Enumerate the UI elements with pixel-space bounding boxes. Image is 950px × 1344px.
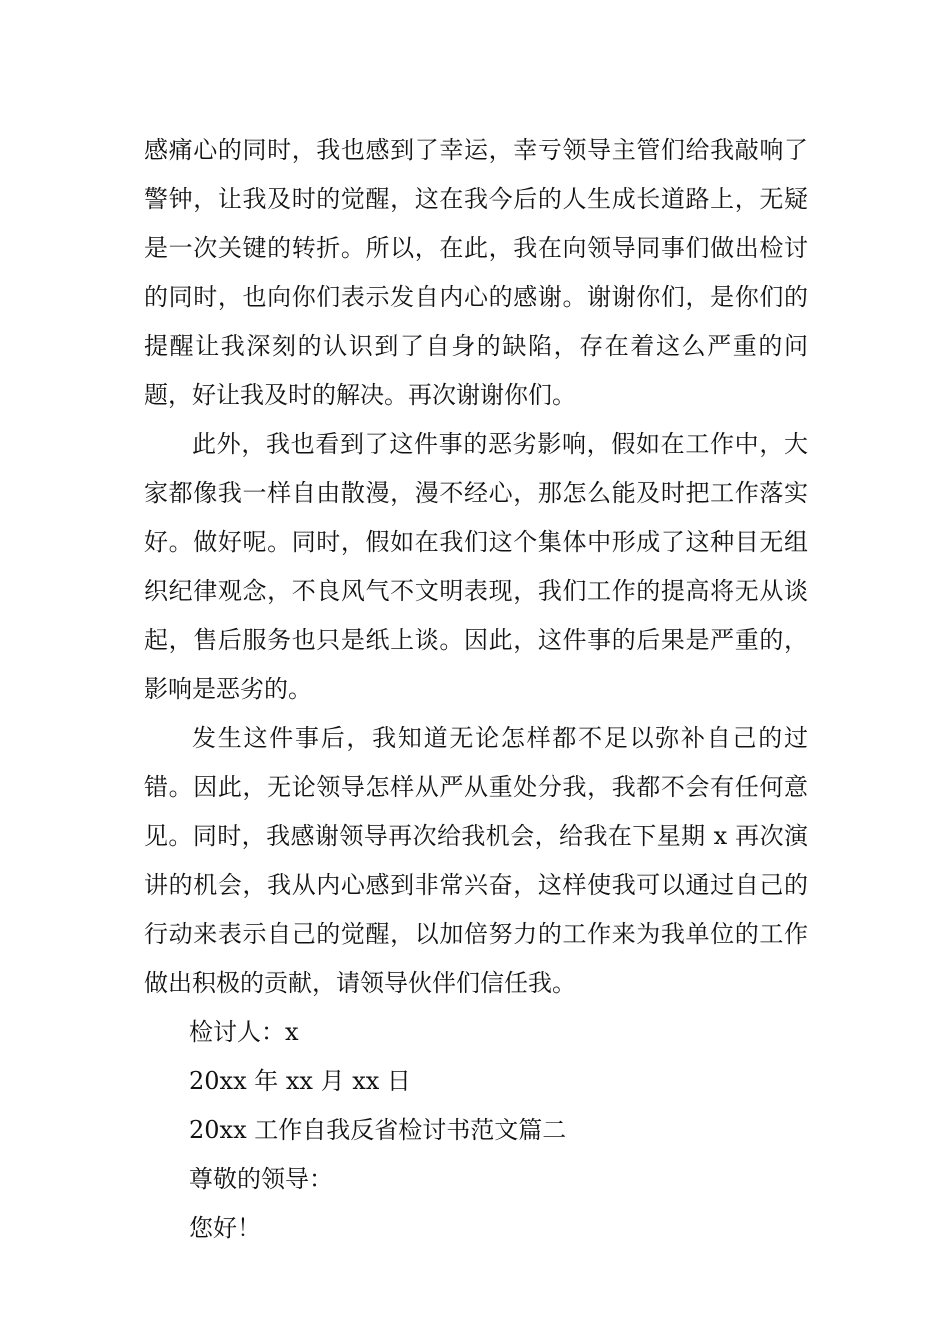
section-title: 20xx 工作自我反省检讨书范文篇二 [189,1116,567,1144]
document-body [144,126,808,1253]
paragraph: 此外，我也看到了这件事的恶劣影响，假如在工作中，大家都像我一样自由散漫，漫不经心，那怎么能及时把工作落实好。做好呢。同时，假如在我们这个集体中形成了这种目无组织纪律观念，不良风气不文明表现，我们工作的提高将无从谈起，售后服务也只是纸上谈。因此，这件事的后果是严重的，影响是恶劣的。 [144,430,808,703]
paragraph-continued: 感痛心的同时，我也感到了幸运，幸亏领导主管们给我敲响了警钟，让我及时的觉醒，这在我今后的人生成长道路上，无疑是一次关键的转折。所以，在此，我在向领导同事们做出检讨的同时，也向你们表示发自内心的感谢。谢谢你们，是你们的提醒让我深刻的认识到了自身的缺陷，存在着这么严重的问题，好让我及时的解决。再次谢谢你们。 [144,136,808,409]
signature-line: 检讨人：x [189,1018,299,1046]
paragraph: 发生这件事后，我知道无论怎样都不足以弥补自己的过错。因此，无论领导怎样从严从重处分我，我都不会有任何意见。同时，我感谢领导再次给我机会，给我在下星期 x 再次演讲的机会，我从内心感到非常兴奋，这样使我可以通过自己的行动来表示自己的觉醒，以加倍努力的工作来为我单位的工作做出积极的贡献，请领导伙伴们信任我。 [144,724,808,997]
salutation: 尊敬的领导： [189,1165,333,1193]
greeting: 您好！ [189,1214,261,1242]
date-line: 20xx 年 xx 月 xx 日 [189,1067,411,1095]
